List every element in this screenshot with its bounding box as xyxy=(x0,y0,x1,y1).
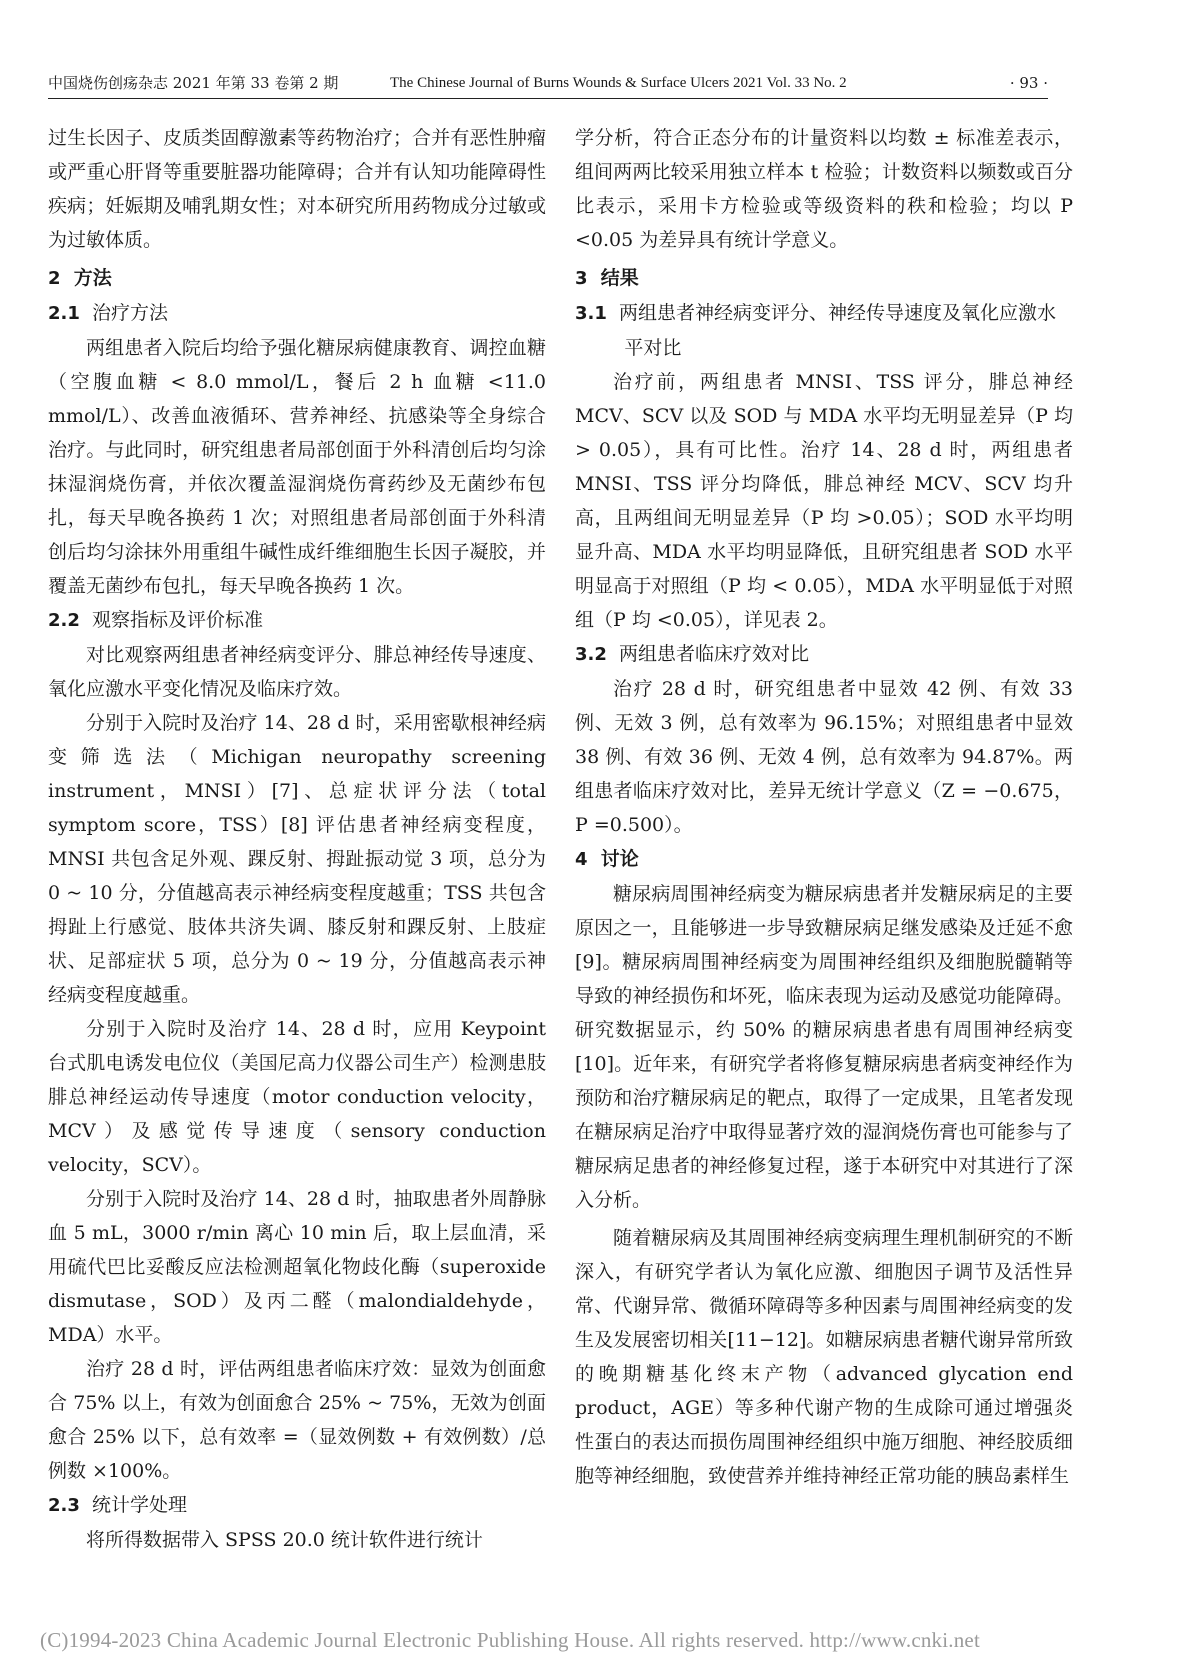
paragraph-efficacy: 治疗 28 d 时，评估两组患者临床疗效：显效为创面愈合 75% 以上，有效为创面愈合 25% ~ 75%，无效为创面愈合 25% 以下，总有效率 =（显效例数 + 有效例数）/总例数 ×100%。 xyxy=(48,1358,546,1482)
journal-title-cn: 中国烧伤创疡杂志 2021 年第 33 卷第 2 期 xyxy=(48,74,339,92)
paragraph-mnsi: 分别于入院时及治疗 14、28 d 时，采用密歇根神经病变筛选法（Michigan neuropathy screening instrument，MNSI）[7]、总症状评分法（total symptom score，TSS）[8] 评估患者神经病变程度，MNSI 共包含足外观、踝反射、拇趾振动觉 3 项，总分为 0 ~ 10 分，分值越高表示神经病变程度越重；TSS 共包含拇趾上行感觉、肢体共济失调、膝反射和踝反射、上肢症状、足部症状 5 项，总分为 0 ~ 19 分，分值越高表示神经病变程度越重。 xyxy=(48,712,546,1006)
paragraph-mcv: 分别于入院时及治疗 14、28 d 时，应用 Keypoint 台式肌电诱发电位仪（美国尼高力仪器公司生产）检测患肢腓总神经运动传导速度（motor conduction velocity，MCV）及感觉传导速度（sensory conduction velocity，SCV）。 xyxy=(48,1018,546,1176)
paragraph-discussion-1: 糖尿病周围神经病变为糖尿病患者并发糖尿病足的主要原因之一，且能够进一步导致糖尿病足继发感染及迁延不愈[9]。糖尿病周围神经病变为周围神经组织及细胞脱髓鞘等导致的神经损伤和坏死，临床表现为运动及感觉功能障碍。研究数据显示，约 50% 的糖尿病患者患有周围神经病变[10]。近年来，有研究学者将修复糖尿病患者病变神经作为预防和治疗糖尿病足的靶点，取得了一定成果，且笔者发现在糖尿病足治疗中取得显著疗效的湿润烧伤膏也可能参与了糖尿病足患者的神经修复过程，遂于本研究中对其进行了深入分析。 xyxy=(575,883,1073,1211)
paragraph-results-1: 治疗前，两组患者 MNSI、TSS 评分，腓总神经 MCV、SCV 以及 SOD 与 MDA 水平均无明显差异（P 均 > 0.05），具有可比性。治疗 14、28 d 时，两组患者 MNSI、TSS 评分均降低，腓总神经 MCV、SCV 均升高，且两组间无明显差异（P 均 >0.05）；SOD 水平均明显升高、MDA 水平均明显降低，且研究组患者 SOD 水平明显高于对照组（P 均 < 0.05），MDA 水平明显低于对照组（P 均 <0.05），详见表 2。 xyxy=(575,371,1073,631)
heading-3-2: 3.2 两组患者临床疗效对比 xyxy=(575,643,809,665)
heading-results: 3 结果 xyxy=(575,267,639,289)
heading-discussion: 4 讨论 xyxy=(575,848,639,870)
journal-title-en: The Chinese Journal of Burns Wounds & Surface Ulcers 2021 Vol. 33 No. 2 xyxy=(390,75,847,91)
page-number: · 93 · xyxy=(1009,74,1048,92)
heading-3-1: 3.1 两组患者神经病变评分、神经传导速度及氧化应激水平对比 xyxy=(575,302,1056,359)
paragraph-discussion-2: 随着糖尿病及其周围神经病变病理生理机制研究的不断深入，有研究学者认为氧化应激、细胞因子调节及活性异常、代谢异常、微循环障碍等多种因素与周围神经病变的发生及发展密切相关[11−12]。如糖尿病患者糖代谢异常所致的晚期糖基化终末产物（advanced glycation end product，AGE）等多种代谢产物的生成除可通过增强炎性蛋白的表达而损伤周围神经组织中施万细胞、神经胶质细胞等神经细胞，致使营养并维持神经正常功能的胰岛素样生 xyxy=(575,1227,1073,1487)
heading-2-1: 2.1 治疗方法 xyxy=(48,302,168,324)
left-column xyxy=(48,127,546,1557)
paragraph-statistics-end: 学分析，符合正态分布的计量资料以均数 ± 标准差表示，组间两两比较采用独立样本 t 检验；计数资料以频数或百分比表示，采用卡方检验或等级资料的秩和检验；均以 P <0.05 为差异具有统计学意义。 xyxy=(575,127,1073,251)
heading-2-2: 2.2 观察指标及评价标准 xyxy=(48,609,263,631)
heading-2-3: 2.3 统计学处理 xyxy=(48,1494,187,1516)
paragraph-treatment: 两组患者入院后均给予强化糖尿病健康教育、调控血糖（空腹血糖 < 8.0 mmol/L，餐后 2 h 血糖 <11.0 mmol/L）、改善血液循环、营养神经、抗感染等全身综合治疗。与此同时，研究组患者局部创面于外科清创后均匀涂抹湿润烧伤膏，并依次覆盖湿润烧伤膏药纱及无菌纱布包扎，每天早晚各换药 1 次；对照组患者局部创面于外科清创后均匀涂抹外用重组牛碱性成纤维细胞生长因子凝胶，并覆盖无菌纱布包扎，每天早晚各换药 1 次。 xyxy=(48,337,546,597)
paragraph-results-2: 治疗 28 d 时，研究组患者中显效 42 例、有效 33 例、无效 3 例，总有效率为 96.15%；对照组患者中显效 38 例、有效 36 例、无效 4 例，总有效率为 94.87%。两组患者临床疗效对比，差异无统计学意义（Z = −0.675，P =0.500）。 xyxy=(575,678,1073,836)
paragraph-observation: 对比观察两组患者神经病变评分、腓总神经传导速度、氧化应激水平变化情况及临床疗效。 xyxy=(48,644,546,700)
paragraph-sod: 分别于入院时及治疗 14、28 d 时，抽取患者外周静脉血 5 mL，3000 r/min 离心 10 min 后，取上层血清，采用硫代巴比妥酸反应法检测超氧化物歧化酶（superoxide dismutase，SOD）及丙二醛（malondialdehyde，MDA）水平。 xyxy=(48,1188,546,1346)
right-column xyxy=(575,127,1073,1493)
paragraph-exclusion: 过生长因子、皮质类固醇激素等药物治疗；合并有恶性肿瘤或严重心肝肾等重要脏器功能障碍；合并有认知功能障碍性疾病；妊娠期及哺乳期女性；对本研究所用药物成分过敏或为过敏体质。 xyxy=(48,127,546,251)
copyright-footer: (C)1994-2023 China Academic Journal Electronic Publishing House. All rights reserved. http://www.cnki.net xyxy=(40,1628,980,1652)
paragraph-statistics-start: 将所得数据带入 SPSS 20.0 统计软件进行统计 xyxy=(86,1529,483,1551)
running-header xyxy=(48,72,1048,99)
heading-methods: 2 方法 xyxy=(48,267,112,289)
